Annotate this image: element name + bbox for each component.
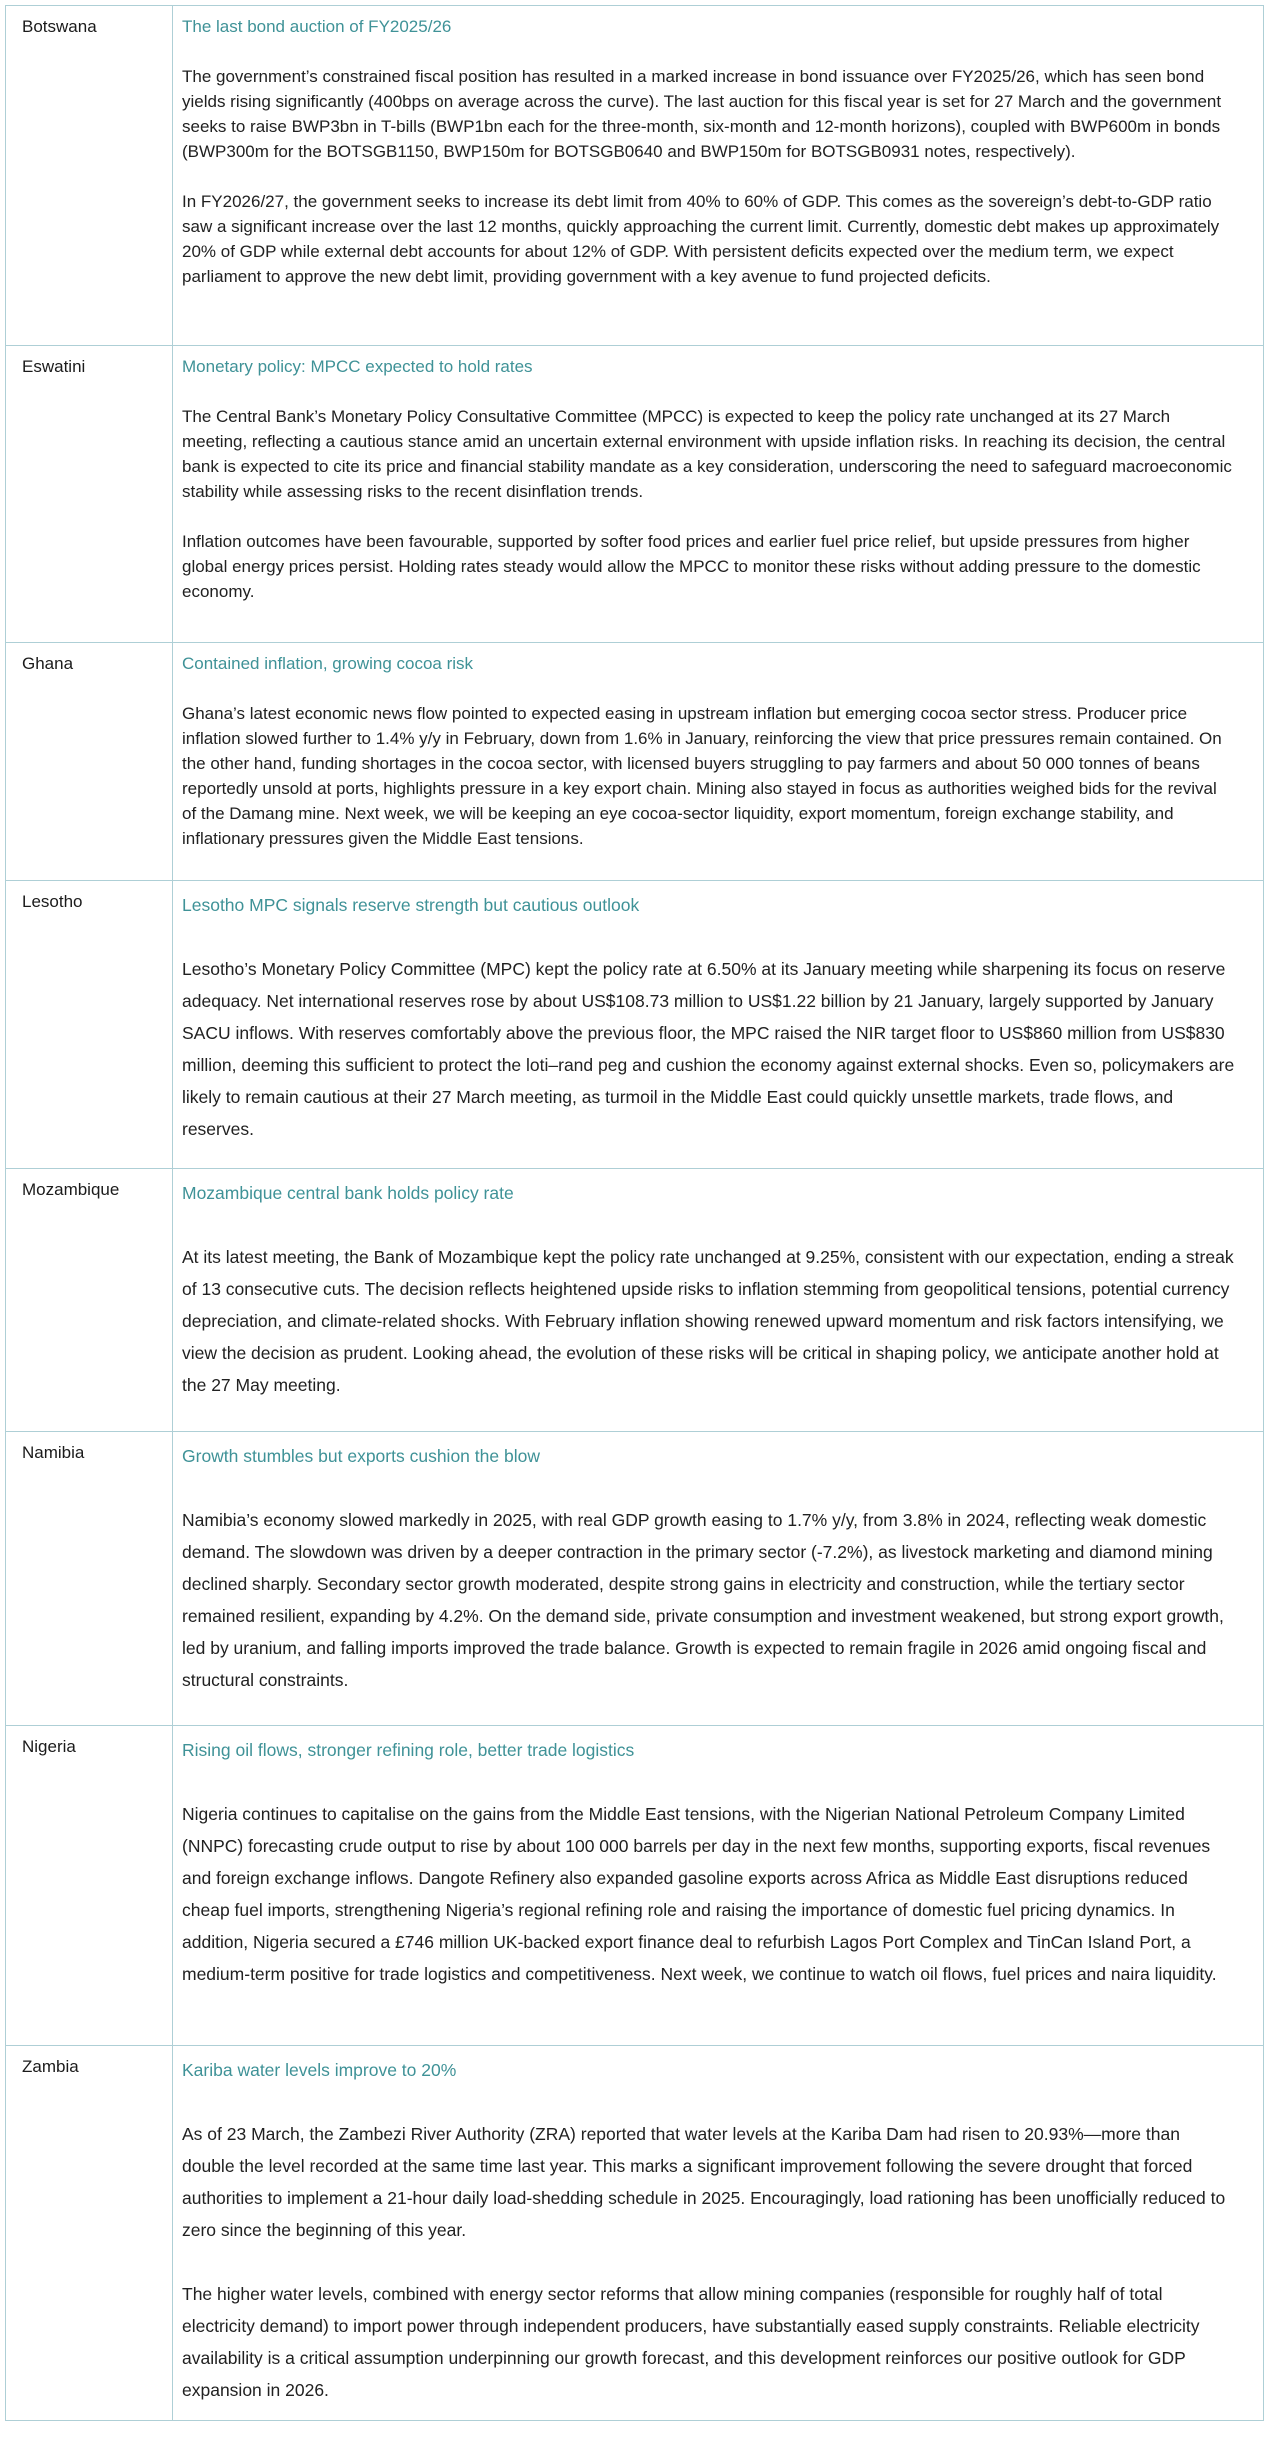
story-cell: [173, 6, 1263, 345]
story-paragraph: Ghana’s latest economic news flow pointed to expected easing in upstream inflation but emerging cocoa sector stress. Producer price inflation slowed further to 1.4% y/y in February, down from 1.6% in January, reinforcing the view that price pressures remain contained. On the other hand, funding shortages in the cocoa sector, with licensed buyers struggling to pay farmers and about 50 000 tonnes of beans reportedly unsold at ports, highlights pressure in a key export chain. Mining also stayed in focus as authorities weighed bids for the revival of the Damang mine. Next week, we will be keeping an eye cocoa-sector liquidity, export momentum, foreign exchange stability, and inflationary pressures given the Middle East tensions.: [182, 704, 1222, 848]
story-headline: Monetary policy: MPCC expected to hold rates: [182, 357, 533, 376]
country-label: Botswana: [6, 6, 173, 345]
story-cell: [173, 1169, 1263, 1431]
story-paragraph: The government’s constrained fiscal position has resulted in a marked increase in bond issuance over FY2025/26, which has seen bond yields rising significantly (400bps on average across the curve). The last auction for this fiscal year is set for 27 March and the government seeks to raise BWP3bn in T-bills (BWP1bn each for the three-month, six-month and 12-month horizons), coupled with BWP600m in bonds (BWP300m for the BOTSGB1150, BWP150m for BOTSGB0640 and BWP150m for BOTSGB0931 notes, respectively).: [182, 67, 1222, 161]
country-label: Namibia: [6, 1432, 173, 1725]
story-paragraph: The Central Bank’s Monetary Policy Consultative Committee (MPCC) is expected to keep the policy rate unchanged at its 27 March meeting, reflecting a cautious stance amid an uncertain external environment with upside inflation risks. In reaching its decision, the central bank is expected to cite its price and financial stability mandate as a key consideration, underscoring the need to safeguard macroeconomic stability while assessing risks to the recent disinflation trends.: [182, 407, 1232, 501]
story-headline: The last bond auction of FY2025/26: [182, 17, 452, 36]
table-row-mozambique: [6, 1169, 1263, 1432]
country-label: Nigeria: [6, 1726, 173, 2045]
story-cell: [173, 643, 1263, 880]
story-paragraph: Namibia’s economy slowed markedly in 2025, with real GDP growth easing to 1.7% y/y, from 3.8% in 2024, reflecting weak domestic demand. The slowdown was driven by a deeper contraction in the primary sector (-7.2%), as livestock marketing and diamond mining declined sharply. Secondary sector growth moderated, despite strong gains in electricity and construction, while the tertiary sector remained resilient, expanding by 4.2%. On the demand side, private consumption and investment weakened, but strong export growth, led by uranium, and falling imports improved the trade balance. Growth is expected to remain fragile in 2026 amid ongoing fiscal and structural constraints.: [182, 1510, 1224, 1690]
table-row-ghana: [6, 643, 1263, 881]
story-paragraph: Inflation outcomes have been favourable, supported by softer food prices and earlier fuel price relief, but upside pressures from higher global energy prices persist. Holding rates steady would allow the MPCC to monitor these risks without adding pressure to the domestic economy.: [182, 532, 1201, 601]
table-row-lesotho: [6, 881, 1263, 1169]
story-paragraph: Lesotho’s Monetary Policy Committee (MPC) kept the policy rate at 6.50% at its January meeting while sharpening its focus on reserve adequacy. Net international reserves rose by about US$108.73 million to US$1.22 billion by 21 January, largely supported by January SACU inflows. With reserves comfortably above the previous floor, the MPC raised the NIR target floor to US$860 million from US$830 million, deeming this sufficient to protect the loti–rand peg and cushion the economy against external shocks. Even so, policymakers are likely to remain cautious at their 27 March meeting, as turmoil in the Middle East could quickly unsettle markets, trade flows, and reserves.: [182, 959, 1235, 1139]
table-row-nigeria: [6, 1726, 1263, 2046]
country-label: Mozambique: [6, 1169, 173, 1431]
story-headline: Rising oil flows, stronger refining role, better trade logistics: [182, 1740, 635, 1760]
table-row-namibia: [6, 1432, 1263, 1726]
table-row-zambia: [6, 2046, 1263, 2420]
story-headline: Growth stumbles but exports cushion the blow: [182, 1446, 540, 1466]
story-cell: [173, 346, 1263, 642]
country-news-table: [5, 5, 1264, 2421]
story-headline: Contained inflation, growing cocoa risk: [182, 654, 474, 673]
story-paragraph: Nigeria continues to capitalise on the gains from the Middle East tensions, with the Nigerian National Petroleum Company Limited (NNPC) forecasting crude output to rise by about 100 000 barrels per day in the next few months, supporting exports, fiscal revenues and foreign exchange inflows. Dangote Refinery also expanded gasoline exports across Africa as Middle East disruptions reduced cheap fuel imports, strengthening Nigeria’s regional refining role and raising the importance of domestic fuel pricing dynamics. In addition, Nigeria secured a £746 million UK-backed export finance deal to refurbish Lagos Port Complex and TinCan Island Port, a medium-term positive for trade logistics and competitiveness. Next week, we continue to watch oil flows, fuel prices and naira liquidity.: [182, 1804, 1217, 1984]
story-headline: Mozambique central bank holds policy rate: [182, 1183, 514, 1203]
story-cell: [173, 1432, 1263, 1725]
country-label: Zambia: [6, 2046, 173, 2420]
story-cell: [173, 2046, 1263, 2420]
table-row-eswatini: [6, 346, 1263, 643]
story-paragraph: As of 23 March, the Zambezi River Authority (ZRA) reported that water levels at the Kariba Dam had risen to 20.93%—more than double the level recorded at the same time last year. This marks a significant improvement following the severe drought that forced authorities to implement a 21-hour daily load-shedding schedule in 2025. Encouragingly, load rationing has been unofficially reduced to zero since the beginning of this year.: [182, 2124, 1226, 2240]
country-label: Ghana: [6, 643, 173, 880]
table-row-botswana: [6, 6, 1263, 346]
story-paragraph: In FY2026/27, the government seeks to increase its debt limit from 40% to 60% of GDP. This comes as the sovereign’s debt-to-GDP ratio saw a significant increase over the last 12 months, quickly approaching the current limit. Currently, domestic debt makes up approximately 20% of GDP while external debt accounts for about 12% of GDP. With persistent deficits expected over the medium term, we expect parliament to approve the new debt limit, providing government with a key avenue to fund projected deficits.: [182, 192, 1220, 286]
story-paragraph: The higher water levels, combined with energy sector reforms that allow mining companies (responsible for roughly half of total electricity demand) to import power through independent producers, have substantially eased supply constraints. Reliable electricity availability is a critical assumption underpinning our growth forecast, and this development reinforces our positive outlook for GDP expansion in 2026.: [182, 2284, 1200, 2400]
story-cell: [173, 881, 1263, 1168]
country-label: Lesotho: [6, 881, 173, 1168]
country-label: Eswatini: [6, 346, 173, 642]
story-headline: Kariba water levels improve to 20%: [182, 2060, 457, 2080]
story-cell: [173, 1726, 1263, 2045]
story-paragraph: At its latest meeting, the Bank of Mozambique kept the policy rate unchanged at 9.25%, consistent with our expectation, ending a streak of 13 consecutive cuts. The decision reflects heightened upside risks to inflation stemming from geopolitical tensions, potential currency depreciation, and climate-related shocks. With February inflation showing renewed upward momentum and risk factors intensifying, we view the decision as prudent. Looking ahead, the evolution of these risks will be critical in shaping policy, we anticipate another hold at the 27 May meeting.: [182, 1247, 1234, 1395]
story-headline: Lesotho MPC signals reserve strength but cautious outlook: [182, 895, 640, 915]
